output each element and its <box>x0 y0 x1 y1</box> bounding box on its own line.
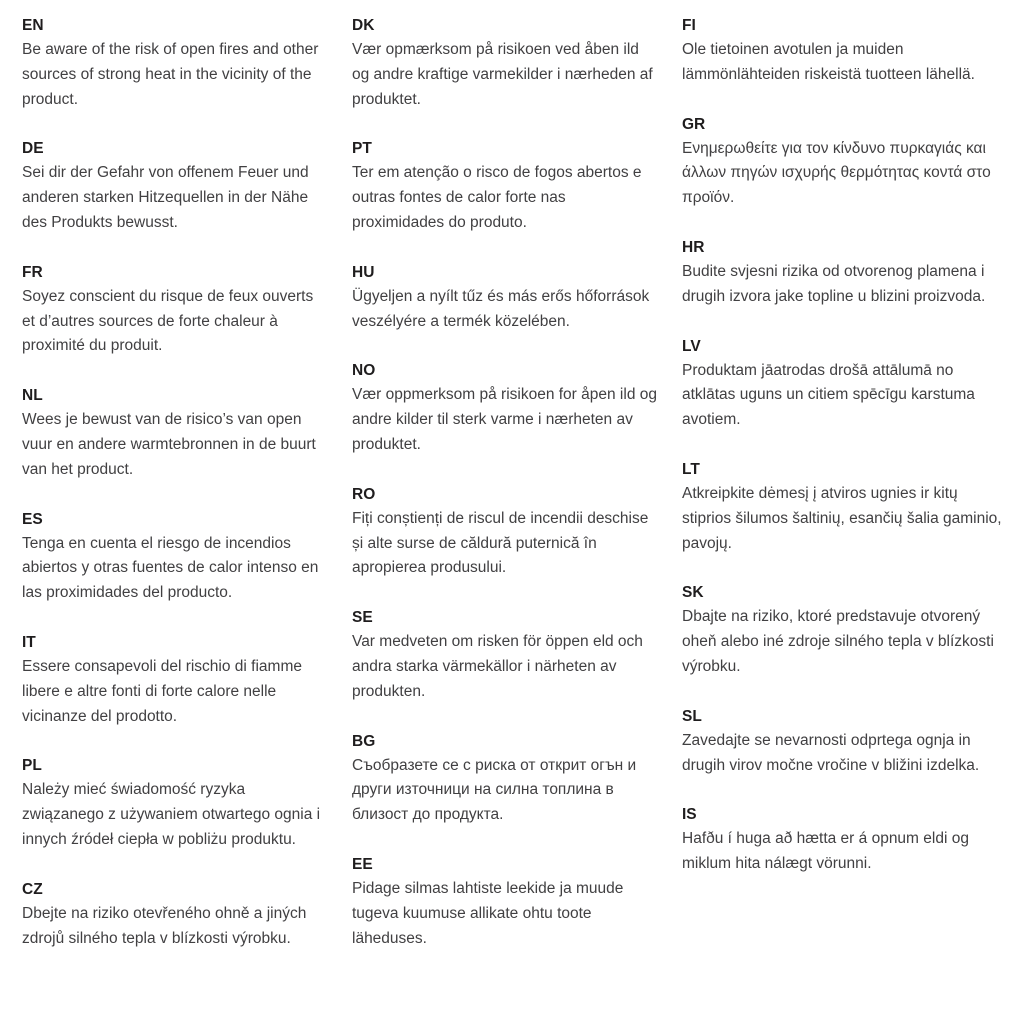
warning-entry-no <box>352 359 660 457</box>
language-code: BG <box>352 732 376 750</box>
warning-text: Hafðu í huga að hætta er á opnum eldi og miklum hita nálægt vörunni. <box>682 830 969 873</box>
language-code: SL <box>682 707 702 725</box>
language-code: LV <box>682 337 701 355</box>
language-code: GR <box>682 115 706 133</box>
language-code: RO <box>352 485 376 503</box>
language-code: DK <box>352 17 375 34</box>
warning-entry-gr <box>682 113 1004 211</box>
column-2 <box>352 14 660 1014</box>
warning-entry-ee <box>352 853 660 951</box>
warning-entry-hr <box>682 236 1004 310</box>
warning-text: Sei dir der Gefahr von offenem Feuer und anderen starken Hitzequellen in der Nähe des Produkts bewusst. <box>22 164 309 232</box>
language-code: HU <box>352 263 375 281</box>
warning-entry-nl <box>22 384 330 482</box>
warning-text: Var medveten om risken för öppen eld och andra starka värmekällor i närheten av produkten. <box>352 633 643 700</box>
warning-entry-sl <box>682 705 1004 779</box>
language-code: NL <box>22 387 43 405</box>
warning-text: Pidage silmas lahtiste leekide ja muude tugeva kuumuse allikate ohtu toote läheduses. <box>352 880 624 947</box>
warning-entry-is <box>682 803 1004 877</box>
warning-text: Atkreipkite dėmesį į atviros ugnies ir kitų stiprios šilumos šaltinių, esančių šalia gaminio, pavojų. <box>682 485 1002 552</box>
language-code: SE <box>352 609 373 627</box>
warning-entry-hu <box>352 261 660 335</box>
warning-text: Produktam jāatrodas drošā attālumā no atklātas uguns un citiem spēcīgu karstuma avotiem. <box>682 361 975 429</box>
language-code: ES <box>22 510 43 528</box>
language-code: HR <box>682 239 705 257</box>
warning-entry-fr <box>22 261 330 359</box>
warning-entry-cz <box>22 878 330 952</box>
warning-entry-en <box>22 14 330 112</box>
warning-text: Ole tietoinen avotulen ja muiden lämmönlähteiden riskeistä tuotteen lähellä. <box>682 41 975 83</box>
warning-text: Tenga en cuenta el riesgo de incendios abiertos y otras fuentes de calor intenso en las proximidades del producto. <box>22 534 319 602</box>
warning-text: Ter em atenção o risco de fogos abertos e outras fontes de calor forte nas proximidades do produto. <box>352 164 642 232</box>
warning-text: Ενημερωθείτε για τον κίνδυνο πυρκαγιάς και άλλων πηγών ισχυρής θερμότητας κοντά στο προϊόν. <box>682 139 991 207</box>
column-1 <box>22 14 330 1014</box>
warning-entry-pl <box>22 754 330 852</box>
warning-text: Zavedajte se nevarnosti odprtega ognja in drugih virov močne vročine v bližini izdelka. <box>682 731 980 774</box>
language-code: EN <box>22 17 44 34</box>
warning-entry-dk <box>352 14 660 112</box>
warning-text: Be aware of the risk of open fires and other sources of strong heat in the vicinity of the product. <box>22 41 319 108</box>
language-code: NO <box>352 362 376 380</box>
warning-entry-lv <box>682 335 1004 433</box>
warning-entry-es <box>22 508 330 606</box>
warning-entry-ro <box>352 483 660 581</box>
language-code: FI <box>682 17 696 34</box>
warning-entry-se <box>352 606 660 704</box>
language-code: DE <box>22 140 44 158</box>
warning-text: Vær oppmerksom på risikoen for åpen ild og andre kilder til sterk varme i nærheten av produktet. <box>352 386 657 454</box>
language-code: SK <box>682 584 704 602</box>
language-code: CZ <box>22 880 43 898</box>
language-code: PL <box>22 757 42 775</box>
warning-text: Soyez conscient du risque de feux ouverts et d’autres sources de forte chaleur à proximité du produit. <box>22 287 314 355</box>
warning-text: Essere consapevoli del rischio di fiamme libere e altre fonti di forte calore nelle vicinanze del prodotto. <box>22 658 302 725</box>
warning-entry-pt <box>352 137 660 235</box>
warning-text: Dbejte na riziko otevřeného ohně a jiných zdrojů silného tepla v blízkosti výrobku. <box>22 904 307 947</box>
warning-entry-lt <box>682 458 1004 556</box>
warning-text: Należy mieć świadomość ryzyka związanego z używaniem otwartego ognia i innych źródeł ciepła w pobliżu produktu. <box>22 781 321 849</box>
warning-entry-fi <box>682 14 1004 88</box>
warning-text: Fiți conștienți de riscul de incendii deschise și alte surse de căldură puternică în apropierea produsului. <box>352 509 649 577</box>
warning-entry-de <box>22 137 330 235</box>
language-code: LT <box>682 461 700 479</box>
warning-text: Wees je bewust van de risico’s van open vuur en andere warmtebronnen in de buurt van het product. <box>22 411 316 478</box>
warning-text: Съобразете се с риска от открит огън и други източници на силна топлина в близост до продукта. <box>352 756 637 824</box>
language-code: EE <box>352 856 373 874</box>
warning-entry-bg <box>352 730 660 828</box>
language-code: IT <box>22 634 36 652</box>
language-code: IS <box>682 806 697 824</box>
warning-text: Budite svjesni rizika od otvorenog plamena i drugih izvora jake topline u blizini proizvoda. <box>682 263 986 305</box>
language-code: FR <box>22 263 43 281</box>
column-3 <box>682 14 1004 1014</box>
warning-entry-sk <box>682 581 1004 679</box>
warning-text: Vær opmærksom på risikoen ved åben ild og andre kraftige varmekilder i nærheden af produktet. <box>352 41 653 108</box>
warning-entry-it <box>22 631 330 729</box>
warning-text: Dbajte na riziko, ktoré predstavuje otvorený oheň alebo iné zdroje silného tepla v blízkosti výrobku. <box>682 608 994 676</box>
warning-text: Ügyeljen a nyílt tűz és más erős hőforrások veszélyére a termék közelében. <box>352 287 650 330</box>
language-code: PT <box>352 140 372 158</box>
